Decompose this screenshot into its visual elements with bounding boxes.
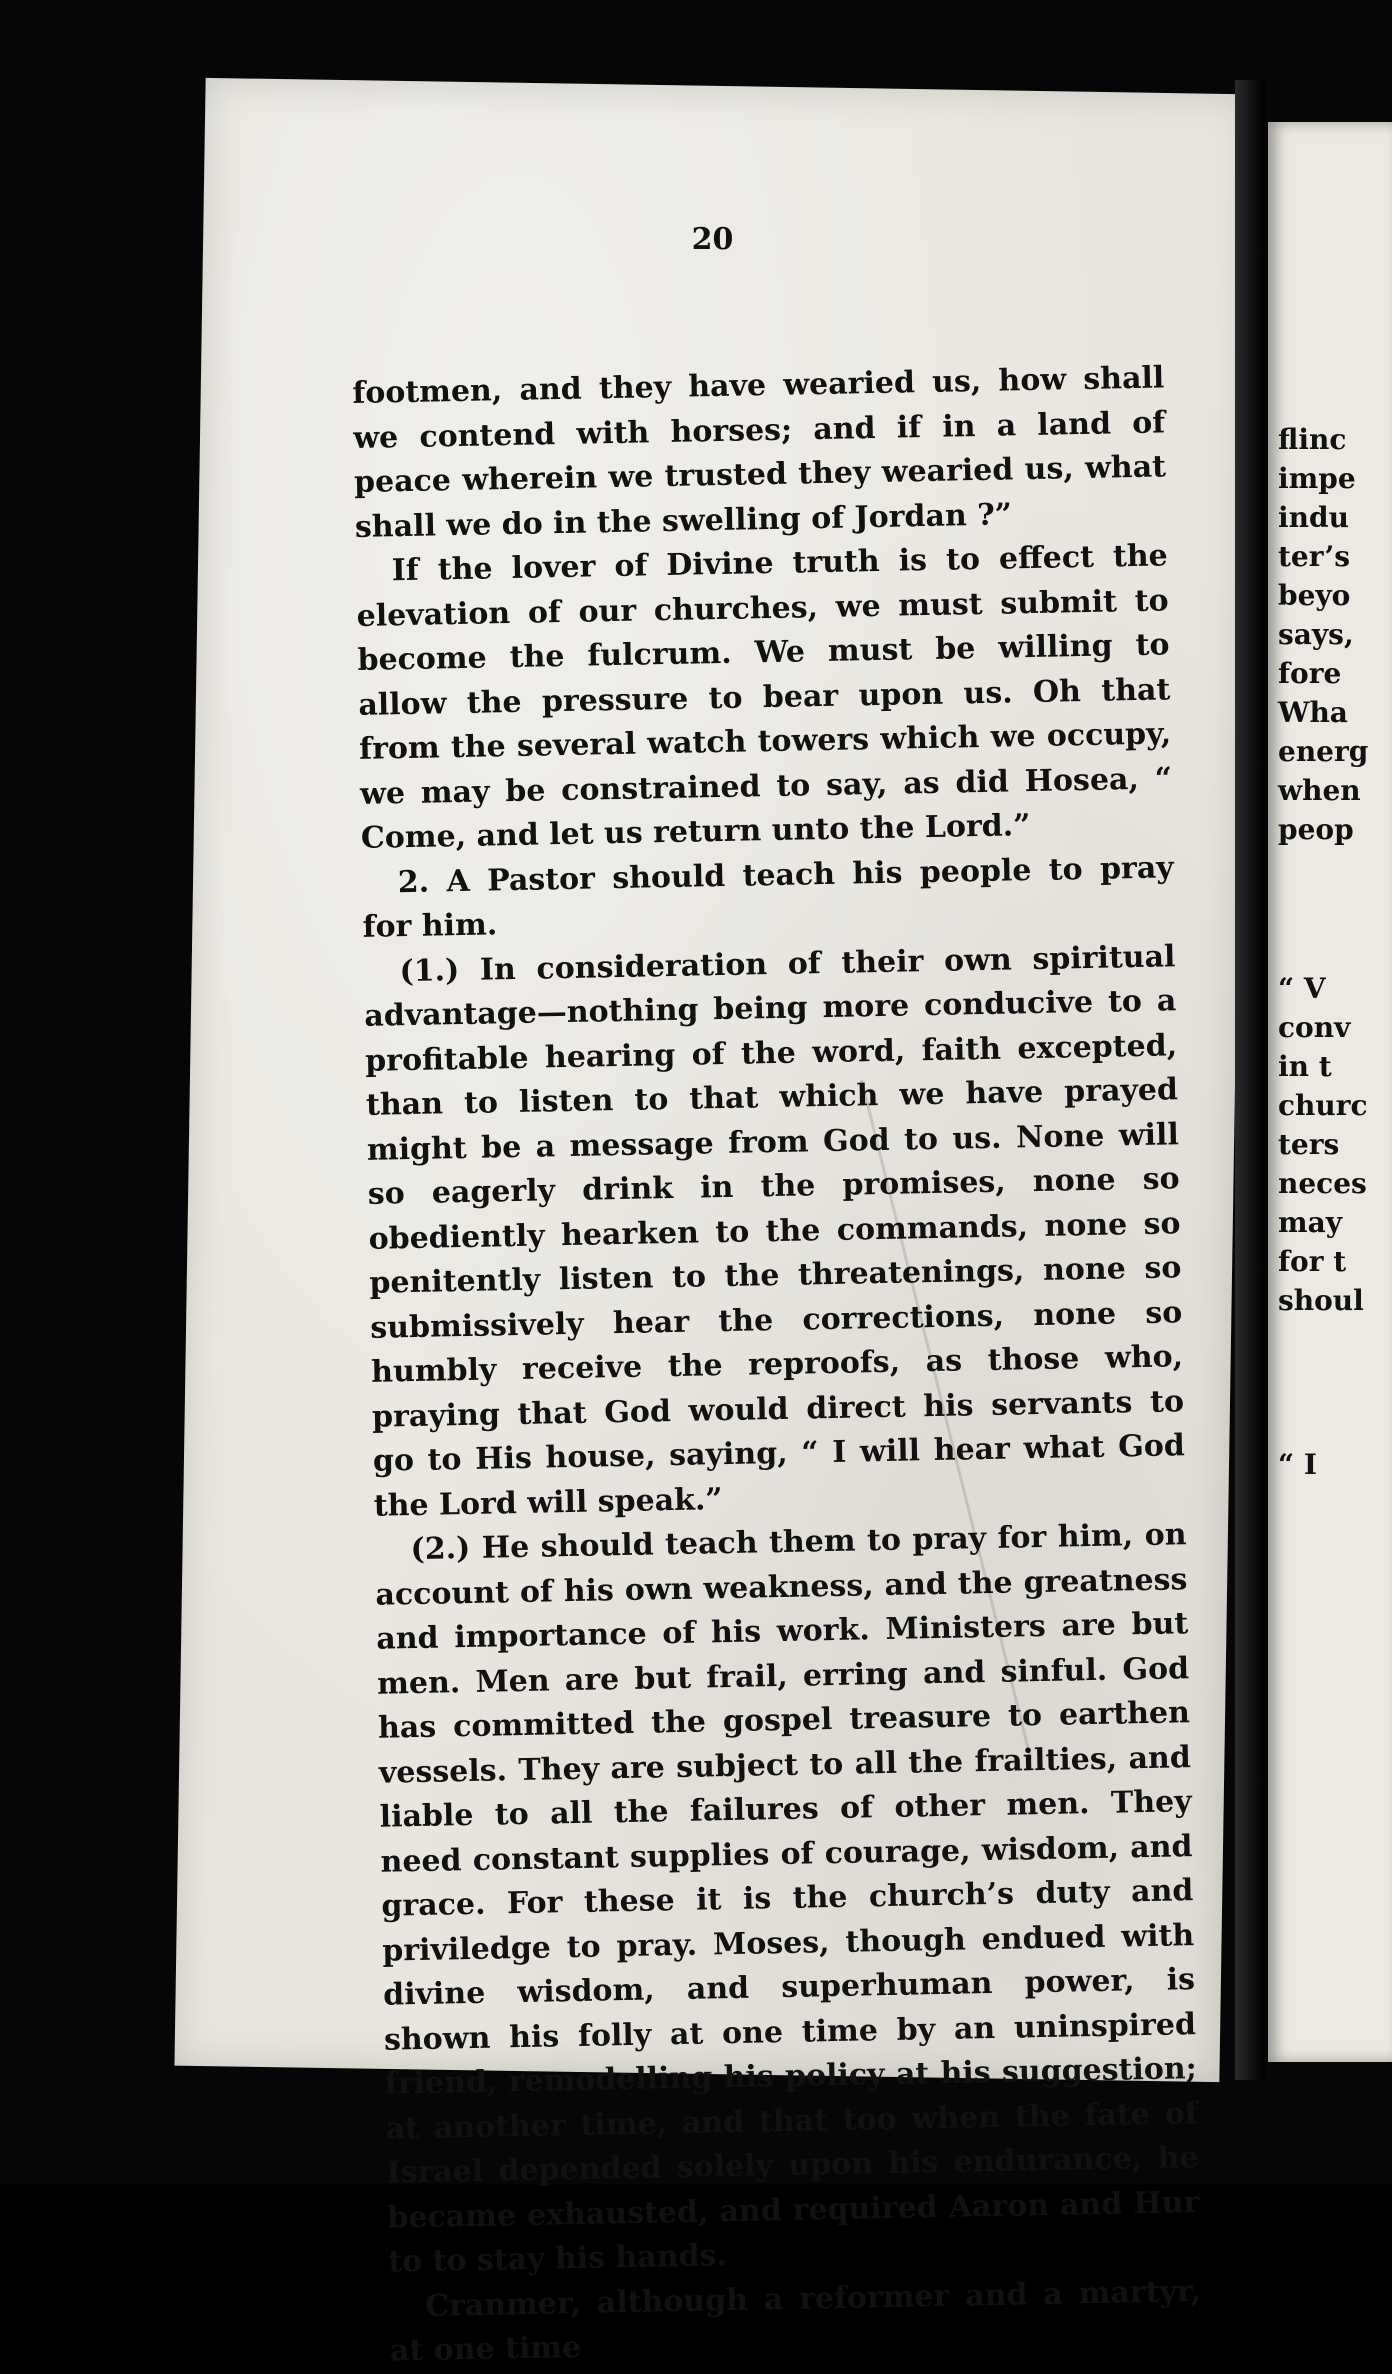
- facing-line: ters: [1278, 1128, 1340, 1161]
- paragraph-continuation: footmen, and they have wearied us, how shall we contend with horses; and if in a land of peace wherein we trusted they wearied us, what shall we do in the swelling of Jordan ?”: [352, 360, 1167, 545]
- facing-line: conv: [1278, 1011, 1351, 1044]
- facing-line: for t: [1278, 1245, 1347, 1278]
- facing-line: neces: [1278, 1167, 1367, 1200]
- facing-line: “ I: [1278, 1448, 1317, 1481]
- facing-line: fore: [1278, 657, 1342, 690]
- facing-line: ter’s: [1278, 540, 1351, 573]
- facing-line: “ V: [1278, 972, 1326, 1005]
- facing-page: [1268, 122, 1392, 2062]
- facing-line: energ: [1278, 735, 1369, 768]
- facing-line: peop: [1278, 813, 1354, 846]
- facing-line: Wha: [1278, 696, 1348, 729]
- paragraph: (1.) In consideration of their own spiritual advantage—nothing being more conducive to a profitable hearing of the word, faith excepted, than to listen to that which we have prayed might be a message from God to us. None will so eagerly drink in the promises, none so obediently hearken to the commands, none so penitently listen to the threatenings, none so submissively hear the corrections, none so humbly receive the reproofs, as those who, praying that God would direct his servants to go to His house, saying, “ I will hear what God the Lord will speak.”: [364, 938, 1186, 1524]
- book-gutter: [1235, 80, 1265, 2080]
- facing-gap: [1278, 849, 1392, 969]
- facing-page-text: [1278, 420, 1392, 1484]
- paragraph: (2.) He should teach them to pray for him, on account of his own weakness, and the greatness and importance of his work. Ministers are but men. Men are but frail, erring and sinful. God has committed the gospel treasure to earthen vessels. They are subject to all the frailties, and liable to all the failures of other men. They need constant supplies of courage, wisdom, and grace. For these it is the church’s duty and priviledge to pray. Moses, though endued with divine wisdom, and superhuman power, is shown his folly at one time by an uninspired friend, remodelling his policy at his suggestion; at another time, and that too when the fate of Israel depended solely upon his endurance, he became exhausted, and required Aaron and Hur to to stay his hands.: [375, 1517, 1200, 2280]
- paragraph-heading: 2. A Pastor should teach his people to pray for him.: [362, 849, 1174, 945]
- facing-line: in t: [1278, 1050, 1332, 1083]
- facing-line: shoul: [1278, 1284, 1364, 1317]
- facing-line: impe: [1278, 462, 1356, 495]
- page-body-text: [352, 356, 1202, 2374]
- paragraph: If the lover of Divine truth is to effect the elevation of our churches, we must submit to become the fulcrum. We must be willing to allow the pressure to bear upon us. Oh that from the several watch towers which we occupy, we may be constrained to say, as did Hosea, “ Come, and let us return unto the Lord.”: [356, 538, 1173, 856]
- facing-line: when: [1278, 774, 1361, 807]
- facing-line: may: [1278, 1206, 1343, 1239]
- facing-gap: [1278, 1320, 1392, 1445]
- facing-line: beyo: [1278, 579, 1351, 612]
- page-number: 20: [691, 222, 734, 257]
- facing-line: flinc: [1278, 423, 1347, 456]
- facing-line: says,: [1278, 618, 1354, 651]
- facing-line: indu: [1278, 501, 1349, 534]
- facing-line: churc: [1278, 1089, 1368, 1122]
- paragraph: Cranmer, although a reformer and a martyr, at one time: [389, 2273, 1202, 2369]
